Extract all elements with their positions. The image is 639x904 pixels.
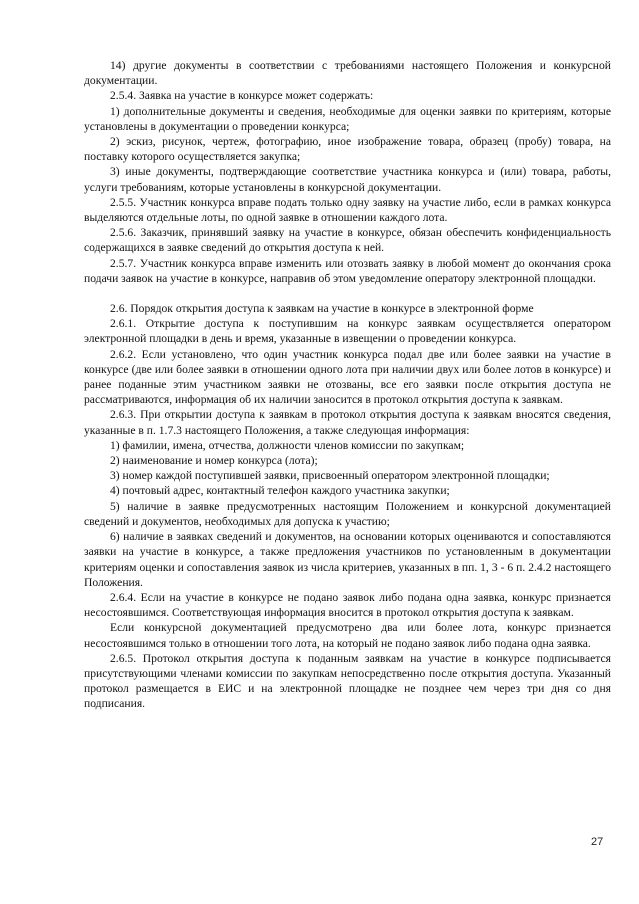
paragraph: 2.6.3. При открытии доступа к заявкам в протокол открытия доступа к заявкам вносятся сведения, указанные в п. 1.7.3 настоящего Положения, а также следующая информация: — [84, 408, 611, 437]
document-body — [84, 58, 611, 712]
paragraph: 2.6.2. Если установлено, что один участник конкурса подал две или более заявки на участие в конкурсе (две или более заявки в отношении одного лота при наличии двух или более лотов в конкурсе) и ранее поданные этим участником заявки не отозваны, все его заявки после открытия доступа не рассматриваются, информация об их наличии заносится в протокол открытия доступа к заявкам. — [84, 347, 611, 407]
list-item: 4) почтовый адрес, контактный телефон каждого участника закупки; — [110, 484, 450, 498]
paragraph: 2) эскиз, рисунок, чертеж, фотографию, иное изображение товара, образец (пробу) товара, на поставку которого осуществляется закупка; — [84, 135, 611, 164]
page-number: 27 — [591, 836, 604, 848]
paragraph: 2.5.4. Заявка на участие в конкурсе может содержать: — [110, 89, 374, 103]
paragraph: 2.6.4. Если на участие в конкурсе не подано заявок либо подана одна заявка, конкурс признается несостоявшимся. Соответствующая информация вносится в протокол открытия доступа к заявкам. — [84, 590, 611, 620]
list-item: 6) наличие в заявках сведений и документов, на основании которых оцениваются и сопоставляются заявки на участие в конкурсе, а также предложения участников по установленным в документации критериям оценки и сопоставления заявок из числа критериев, указанных в пп. 1, 3 - 6 п. 2.4.2 настоящего Положения. — [84, 530, 611, 589]
paragraph-gap — [84, 286, 611, 301]
paragraph: 2.5.6. Заказчик, принявший заявку на участие в конкурсе, обязан обеспечить конфиденциальность содержащихся в заявке сведений до открытия доступа к ней. — [84, 226, 611, 255]
list-item: 1) фамилии, имена, отчества, должности членов комиссии по закупкам; — [110, 438, 465, 452]
paragraph: 2.5.7. Участник конкурса вправе изменить или отозвать заявку в любой момент до окончания срока подачи заявок на участие в конкурсе, направив об этом уведомление оператору электронной площадки. — [84, 256, 611, 285]
list-item: 2) наименование и номер конкурса (лота); — [110, 454, 318, 468]
paragraph: 3) иные документы, подтверждающие соответствие участника конкурса и (или) товара, работы, услуги требованиям, которые установлены в конкурсной документации. — [84, 165, 611, 194]
paragraph: Если конкурсной документацией предусмотрено два или более лота, конкурс признается несостоявшимся только в отношении того лота, на который не подано заявок либо подана одна заявка. — [84, 621, 611, 650]
list-item: 5) наличие в заявке предусмотренных настоящим Положением и конкурсной документацией сведений и документов, необходимых для допуска к участию; — [84, 499, 611, 528]
paragraph: 2.6.5. Протокол открытия доступа к поданным заявкам на участие в конкурсе подписывается присутствующими членами комиссии по закупкам непосредственно после открытия доступа. Указанный протокол размещается в ЕИС и на электронной площадке не позднее чем через три дня со дня подписания. — [84, 651, 611, 711]
paragraph: 14) другие документы в соответствии с требованиями настоящего Положения и конкурсной документации. — [84, 59, 611, 88]
paragraph: 2.5.5. Участник конкурса вправе подать только одну заявку на участие либо, если в рамках конкурса выделяются отдельные лоты, по одной заявке в отношении каждого лота. — [84, 195, 611, 225]
list-item: 3) номер каждой поступившей заявки, присвоенный оператором электронной площадки; — [110, 469, 550, 483]
paragraph: 2.6.1. Открытие доступа к поступившим на конкурс заявкам осуществляется оператором электронной площадки в день и время, указанные в извещении о проведении конкурса. — [84, 317, 611, 346]
section-heading: 2.6. Порядок открытия доступа к заявкам на участие в конкурсе в электронной форме — [110, 302, 534, 316]
paragraph: 1) дополнительные документы и сведения, необходимые для оценки заявки по критериям, которые установлены в документации о проведении конкурса; — [84, 104, 611, 133]
